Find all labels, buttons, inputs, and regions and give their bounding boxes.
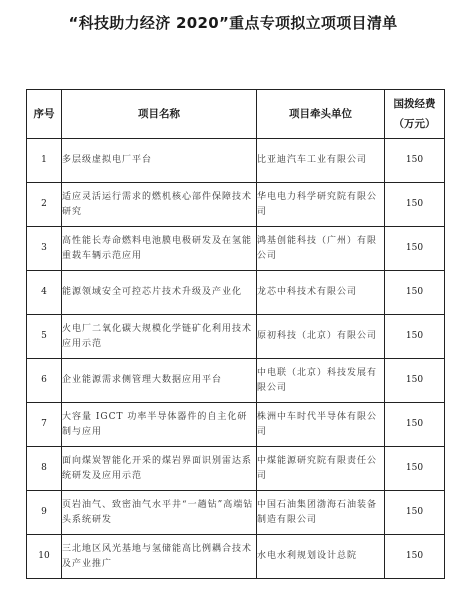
row-project-name: 能源领域安全可控芯片技术升级及产业化	[62, 271, 257, 315]
table-row	[27, 227, 445, 271]
row-project-name: 适应灵活运行需求的燃机核心部件保障技术研究	[62, 183, 257, 227]
header-seq: 序号	[27, 90, 62, 139]
row-seq: 4	[27, 271, 62, 315]
header-project-name: 项目名称	[62, 90, 257, 139]
table-row	[27, 359, 445, 403]
row-seq: 7	[27, 403, 62, 447]
table-row	[27, 447, 445, 491]
row-project-name: 页岩油气、致密油气水平井“一趟钻”高端钻头系统研发	[62, 491, 257, 535]
row-lead-unit: 水电水利规划设计总院	[257, 535, 385, 579]
row-lead-unit: 华电电力科学研究院有限公司	[257, 183, 385, 227]
project-table	[26, 89, 445, 579]
row-lead-unit: 中电联（北京）科技发展有限公司	[257, 359, 385, 403]
row-lead-unit: 中国石油集团渤海石油装备制造有限公司	[257, 491, 385, 535]
table-row	[27, 139, 445, 183]
header-funding-unit: （万元）	[393, 118, 436, 130]
row-seq: 5	[27, 315, 62, 359]
page-title: “科技助力经济 2020”重点专项拟立项项目清单	[68, 14, 398, 32]
table-row	[27, 183, 445, 227]
row-project-name: 大容量 IGCT 功率半导体器件的自主化研制与应用	[62, 403, 257, 447]
row-project-name: 多层级虚拟电厂平台	[62, 139, 257, 183]
row-project-name: 火电厂二氧化碳大规模化学链矿化利用技术应用示范	[62, 315, 257, 359]
row-seq: 6	[27, 359, 62, 403]
header-funding-label: 国拨经费	[393, 98, 436, 110]
row-seq: 10	[27, 535, 62, 579]
row-funding: 150	[385, 491, 445, 535]
row-lead-unit: 株洲中车时代半导体有限公司	[257, 403, 385, 447]
row-lead-unit: 鸿基创能科技（广州）有限公司	[257, 227, 385, 271]
row-lead-unit: 原初科技（北京）有限公司	[257, 315, 385, 359]
row-seq: 1	[27, 139, 62, 183]
table-row	[27, 491, 445, 535]
table-row	[27, 315, 445, 359]
table-row	[27, 535, 445, 579]
row-seq: 9	[27, 491, 62, 535]
row-seq: 8	[27, 447, 62, 491]
table-row	[27, 271, 445, 315]
table-header-row	[27, 90, 445, 139]
row-seq: 3	[27, 227, 62, 271]
row-seq: 2	[27, 183, 62, 227]
row-funding: 150	[385, 359, 445, 403]
row-funding: 150	[385, 535, 445, 579]
row-project-name: 三北地区风光基地与氢储能高比例耦合技术及产业推广	[62, 535, 257, 579]
row-lead-unit: 比亚迪汽车工业有限公司	[257, 139, 385, 183]
row-lead-unit: 中煤能源研究院有限责任公司	[257, 447, 385, 491]
row-project-name: 高性能长寿命燃料电池膜电极研发及在氢能重载车辆示范应用	[62, 227, 257, 271]
row-funding: 150	[385, 271, 445, 315]
row-lead-unit: 龙芯中科技术有限公司	[257, 271, 385, 315]
row-funding: 150	[385, 403, 445, 447]
row-funding: 150	[385, 447, 445, 491]
row-project-name: 企业能源需求侧管理大数据应用平台	[62, 359, 257, 403]
row-funding: 150	[385, 227, 445, 271]
row-funding: 150	[385, 315, 445, 359]
row-funding: 150	[385, 139, 445, 183]
row-funding: 150	[385, 183, 445, 227]
header-lead-unit: 项目牵头单位	[257, 90, 385, 139]
table-row	[27, 403, 445, 447]
header-funding	[385, 90, 445, 139]
row-project-name: 面向煤炭智能化开采的煤岩界面识别雷达系统研发及应用示范	[62, 447, 257, 491]
